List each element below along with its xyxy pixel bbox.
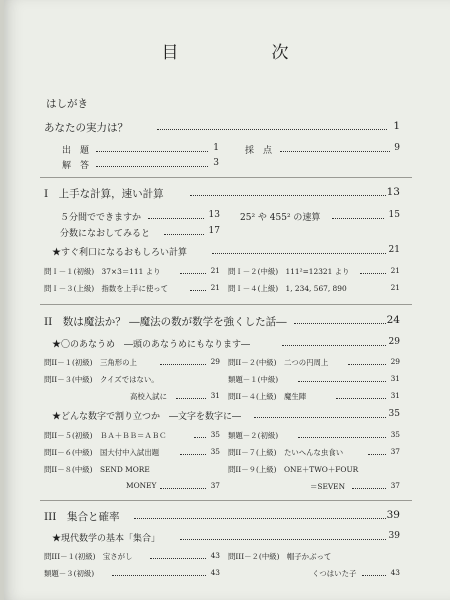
- ch2-p7-page: 37: [390, 447, 400, 456]
- ch1-p2-page: 21: [390, 266, 400, 275]
- toc-intro-label: あなたの実力は？: [44, 122, 128, 134]
- ch2-p2-id: 問II－２(中級): [228, 358, 277, 367]
- leader-dots: [157, 129, 387, 130]
- ch1-p1-label: 37×3＝111 より: [101, 267, 161, 276]
- ch2-p4-label: 魔生陣: [283, 392, 307, 401]
- leader-dots: [336, 398, 386, 399]
- ch2-star1-label: ★〇のあなうめ ―頭のあなうめにもなります―: [52, 340, 251, 350]
- ch2-p9b-page: 37: [390, 481, 400, 490]
- toc-kaitou-page: 3: [213, 158, 219, 168]
- ch1-a-label: ５分間でできますか: [60, 213, 142, 223]
- section-divider: [40, 500, 412, 501]
- ch2-p6-id: 問II－６(中級): [44, 448, 93, 457]
- ch2-p2-page: 29: [390, 357, 400, 366]
- leader-dots: [360, 273, 386, 274]
- leader-dots: [112, 575, 206, 576]
- ch2-r1-page: 31: [390, 374, 400, 383]
- leader-dots: [280, 151, 390, 152]
- leader-dots: [362, 575, 386, 576]
- leader-dots: [134, 518, 386, 519]
- toc-saiten-page: 9: [394, 143, 400, 153]
- toc-shutsudai-label: 出 題: [62, 146, 90, 156]
- leader-dots: [160, 364, 206, 365]
- ch2-p4-page: 31: [390, 391, 400, 400]
- ch2-p4-id: 問II－４(上級): [228, 392, 277, 401]
- ch2-p3-label: クイズではない。: [99, 375, 159, 384]
- ch2-p3b-page: 31: [210, 391, 220, 400]
- ch1-p1-id: 問Ｉ－１(初級): [44, 267, 95, 276]
- ch2-p1-id: 問II－１(初級): [44, 358, 93, 367]
- ch3-r3-id: 類題－３(初級): [44, 569, 95, 578]
- ch2-p3b-label: 高校入試に: [130, 392, 167, 401]
- leader-dots: [180, 273, 206, 274]
- leader-dots: [160, 488, 206, 489]
- leader-dots: [96, 151, 208, 152]
- ch1-p2-id: 問Ｉ－２(中級): [228, 267, 279, 276]
- ch1-p4-id: 問Ｉ－４(上級): [228, 284, 279, 293]
- ch2-r1-id: 類題－１(中級): [228, 375, 279, 384]
- ch2-r2-page: 35: [390, 430, 400, 439]
- leader-dots: [298, 381, 386, 382]
- ch3-star-page: 39: [388, 531, 400, 541]
- ch2-p5-page: 35: [210, 430, 220, 439]
- ch2-star2-label: ★どんな数字で割り立つか ―文字を数字に―: [52, 412, 242, 422]
- ch2-p5-id: 問II－５(初級): [44, 431, 93, 440]
- ch2-star2-page: 35: [388, 409, 400, 419]
- leader-dots: [180, 539, 386, 540]
- chapter-1-heading: I 上手な計算，速い計算: [44, 188, 164, 200]
- ch1-c-page: 17: [208, 226, 220, 236]
- ch2-p8-label: SEND MORE: [99, 465, 150, 474]
- ch2-p8b-label: MONEY: [126, 481, 157, 490]
- preface-label: はしがき: [46, 98, 88, 110]
- ch3-p2b-label: くつはいた子: [312, 569, 357, 578]
- ch3-p1-label: 宝さがし: [102, 552, 133, 561]
- leader-dots: [176, 398, 206, 399]
- ch2-p1-label: 三角形の上: [99, 358, 137, 367]
- ch3-p1-page: 43: [210, 551, 220, 560]
- ch3-p2-label: 帽子かぶって: [286, 552, 332, 561]
- ch3-r3-page: 43: [210, 568, 220, 577]
- ch3-p1-id: 問III－１(初級): [44, 552, 96, 561]
- chapter-2-page: 24: [386, 314, 400, 326]
- leader-dots: [352, 488, 386, 489]
- toc-saiten-label: 採 点: [245, 146, 273, 156]
- ch2-p3-id: 問II－３(中級): [44, 375, 93, 384]
- ch2-r2-id: 類題－２(初級): [228, 431, 279, 440]
- leader-dots: [164, 234, 204, 235]
- ch3-star-label: ★現代数学の基本「集合」: [52, 534, 161, 544]
- leader-dots: [282, 345, 386, 346]
- ch1-b-label: 25² や 455² の速算: [240, 213, 321, 223]
- ch2-p8-id: 問II－８(中級): [44, 465, 93, 474]
- ch1-p4-label: 1, 234, 567, 890: [285, 284, 347, 293]
- chapter-3-heading: III 集合と確率: [44, 511, 120, 523]
- ch3-p2b-page: 43: [390, 568, 400, 577]
- ch2-p5-label: ＢＡ＋ＢＢ＝ＡＢＣ: [99, 431, 167, 440]
- leader-dots: [96, 166, 208, 167]
- ch1-p3-id: 問Ｉ－３(上級): [44, 284, 95, 293]
- chapter-1-page: 13: [386, 186, 400, 198]
- ch1-c-label: 分数になおしてみると: [60, 229, 151, 239]
- ch2-p9-label: ONE＋TWO＋FOUR: [283, 465, 359, 474]
- toc-kaitou-label: 解 答: [62, 161, 90, 171]
- leader-dots: [180, 454, 206, 455]
- ch2-star1-page: 29: [388, 337, 400, 347]
- ch2-p6-label: 国大付中入試出題: [99, 448, 160, 457]
- chapter-3-page: 39: [386, 509, 400, 521]
- leader-dots: [298, 437, 386, 438]
- leader-dots: [254, 417, 386, 418]
- ch1-p2-label: 111²=12321 より: [285, 267, 350, 276]
- ch1-p3-label: 指数を上手に使って: [101, 284, 169, 293]
- leader-dots: [348, 364, 386, 365]
- ch1-b-page: 15: [388, 210, 400, 220]
- toc-shutsudai-page: 1: [213, 143, 219, 153]
- ch1-p1-page: 21: [210, 266, 220, 275]
- page-title: 目 次: [161, 43, 327, 63]
- ch1-star-page: 21: [388, 245, 400, 255]
- ch1-star-label: ★すぐ利口になるおもしろい計算: [52, 248, 188, 258]
- ch2-p6-page: 35: [210, 447, 220, 456]
- toc-intro-page: 1: [393, 120, 400, 132]
- ch3-p2-id: 問III－２(中級): [228, 552, 280, 561]
- ch2-p7-id: 問II－７(上級): [228, 448, 277, 457]
- leader-dots: [212, 253, 386, 254]
- ch2-p9-id: 問II－９(上級): [228, 465, 277, 474]
- ch2-p7-label: たいへんな虫食い: [283, 448, 344, 457]
- leader-dots: [150, 558, 206, 559]
- leader-dots: [332, 218, 384, 219]
- ch2-p8b-page: 37: [210, 481, 220, 490]
- ch1-a-page: 13: [208, 210, 220, 220]
- ch2-p2-label: 二つの円周上: [283, 358, 329, 367]
- ch2-p1-page: 29: [210, 357, 220, 366]
- ch1-p3-page: 21: [210, 283, 220, 292]
- ch1-p4-page: 21: [390, 283, 400, 292]
- leader-dots: [190, 195, 386, 196]
- ch2-p9b-label: ＝SEVEN: [310, 482, 346, 491]
- section-divider: [40, 177, 412, 178]
- section-divider: [40, 304, 412, 305]
- chapter-2-heading: II 数は魔法か？ ―魔法の数が数学を強くした話―: [44, 316, 287, 328]
- leader-dots: [294, 323, 386, 324]
- leader-dots: [148, 218, 204, 219]
